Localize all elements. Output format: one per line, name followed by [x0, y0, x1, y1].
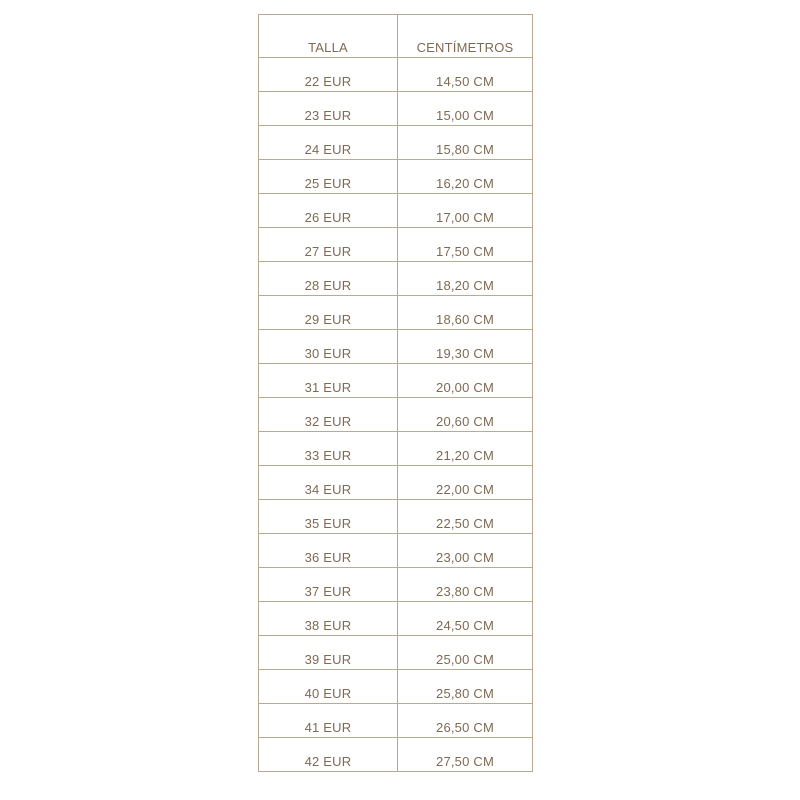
size-cell: 35 EUR [259, 500, 398, 534]
size-cell: 29 EUR [259, 296, 398, 330]
centimeters-cell: 19,30 CM [398, 330, 533, 364]
size-cell: 23 EUR [259, 92, 398, 126]
centimeters-cell: 18,20 CM [398, 262, 533, 296]
table-row [259, 534, 533, 568]
table-row [259, 92, 533, 126]
centimeters-cell: 20,60 CM [398, 398, 533, 432]
table-row [259, 296, 533, 330]
centimeters-cell: 15,00 CM [398, 92, 533, 126]
table-row [259, 160, 533, 194]
table-row [259, 568, 533, 602]
size-cell: 25 EUR [259, 160, 398, 194]
centimeters-cell: 15,80 CM [398, 126, 533, 160]
size-cell: 32 EUR [259, 398, 398, 432]
size-cell: 36 EUR [259, 534, 398, 568]
table-row [259, 262, 533, 296]
size-cell: 33 EUR [259, 432, 398, 466]
size-rows [259, 58, 533, 772]
table-row [259, 228, 533, 262]
size-cell: 31 EUR [259, 364, 398, 398]
table-row [259, 194, 533, 228]
table-row [259, 500, 533, 534]
centimeters-cell: 25,00 CM [398, 636, 533, 670]
header-row [259, 15, 533, 58]
table-row [259, 364, 533, 398]
centimeters-cell: 22,00 CM [398, 466, 533, 500]
centimeters-cell: 23,00 CM [398, 534, 533, 568]
size-cell: 42 EUR [259, 738, 398, 772]
centimeters-cell: 18,60 CM [398, 296, 533, 330]
table-row [259, 738, 533, 772]
table-row [259, 704, 533, 738]
size-cell: 40 EUR [259, 670, 398, 704]
size-cell: 38 EUR [259, 602, 398, 636]
size-cell: 34 EUR [259, 466, 398, 500]
header-size: TALLA [259, 15, 398, 58]
centimeters-cell: 26,50 CM [398, 704, 533, 738]
size-cell: 37 EUR [259, 568, 398, 602]
centimeters-cell: 17,00 CM [398, 194, 533, 228]
table-row [259, 466, 533, 500]
table-row [259, 58, 533, 92]
size-cell: 39 EUR [259, 636, 398, 670]
table-row [259, 398, 533, 432]
centimeters-cell: 24,50 CM [398, 602, 533, 636]
table-row [259, 602, 533, 636]
size-chart-table [258, 14, 533, 772]
centimeters-cell: 16,20 CM [398, 160, 533, 194]
table-row [259, 330, 533, 364]
size-cell: 28 EUR [259, 262, 398, 296]
table-row [259, 126, 533, 160]
centimeters-cell: 23,80 CM [398, 568, 533, 602]
size-cell: 24 EUR [259, 126, 398, 160]
centimeters-cell: 17,50 CM [398, 228, 533, 262]
centimeters-cell: 25,80 CM [398, 670, 533, 704]
size-cell: 27 EUR [259, 228, 398, 262]
size-cell: 26 EUR [259, 194, 398, 228]
table-row [259, 636, 533, 670]
centimeters-cell: 21,20 CM [398, 432, 533, 466]
table-row [259, 670, 533, 704]
table-row [259, 432, 533, 466]
size-cell: 22 EUR [259, 58, 398, 92]
header-centimeters: CENTÍMETROS [398, 15, 533, 58]
size-cell: 30 EUR [259, 330, 398, 364]
centimeters-cell: 20,00 CM [398, 364, 533, 398]
centimeters-cell: 22,50 CM [398, 500, 533, 534]
centimeters-cell: 27,50 CM [398, 738, 533, 772]
size-cell: 41 EUR [259, 704, 398, 738]
centimeters-cell: 14,50 CM [398, 58, 533, 92]
